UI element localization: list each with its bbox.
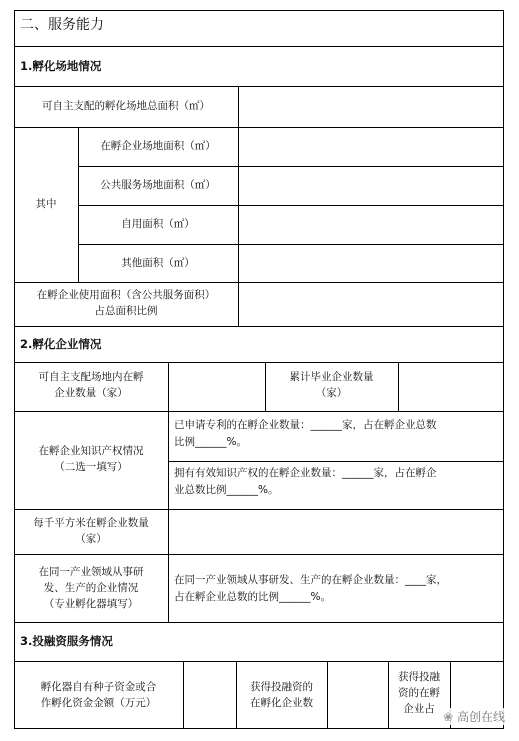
ip-label-line2: （二选一填写）: [54, 461, 128, 473]
part1-heading: 1.孵化场地情况: [20, 59, 102, 73]
col-line: [183, 661, 184, 728]
share-label-line1: 获得投融: [398, 671, 440, 683]
col-line: [238, 86, 239, 326]
watermark-text: 高创在线: [456, 710, 505, 724]
part3-heading: 3.投融资服务情况: [20, 634, 113, 648]
row-line: [14, 411, 504, 412]
wechat-icon: ❀: [443, 710, 454, 724]
total-area-label: 可自主支配的孵化场地总面积（㎡）: [42, 100, 210, 112]
row-line: [14, 127, 504, 128]
invested-label-line2: 在孵化企业数: [250, 697, 313, 709]
valid-ip-text-line2: 业总数比例______%。: [174, 484, 279, 496]
count-label-line2: 企业数量（家）: [54, 387, 128, 399]
row-line: [14, 46, 504, 47]
border-bottom: [14, 728, 504, 729]
density-label-line2: （家）: [75, 533, 107, 545]
incubated-area-label: 在孵企业场地面积（㎡）: [100, 140, 216, 152]
section-title: 二、服务能力: [20, 17, 104, 33]
share-label-line2: 资的在孵: [398, 687, 440, 699]
col-line: [168, 411, 169, 509]
same-field-label-line3: （专业孵化器填写）: [43, 598, 139, 610]
col-line: [168, 554, 169, 622]
ip-label-line1: 在孵企业知识产权情况: [38, 445, 144, 457]
density-label-line1: 每千平方米在孵企业数量: [33, 517, 149, 529]
graduated-label-line1: 累计毕业企业数量: [289, 371, 374, 383]
same-field-text-line2: 占在孵企业总数的比例______%。: [174, 591, 331, 603]
row-line: [14, 509, 504, 510]
row-line: [78, 166, 504, 167]
valid-ip-text-line1: 拥有有效知识产权的在孵企业数量：______家，占在孵企: [174, 467, 437, 479]
same-field-label-line2: 发、生产的企业情况: [43, 582, 139, 594]
row-line: [14, 326, 504, 327]
border-right: [503, 10, 504, 729]
patent-text-line2: 比例______%。: [174, 436, 247, 448]
seed-fund-label-line1: 孵化器自有种子资金或合: [40, 681, 157, 693]
ratio-label-line2: 占总面积比例: [94, 305, 158, 317]
among-label: 其中: [35, 198, 57, 210]
patent-text-line1: 已申请专利的在孵企业数量：______家，占在孵企业总数: [174, 419, 437, 431]
self-use-area-label: 自用面积（㎡）: [121, 218, 195, 230]
row-line: [14, 661, 504, 662]
invested-label-line1: 获得投融资的: [250, 681, 313, 693]
count-label-line1: 可自主支配场地内在孵: [38, 371, 144, 383]
other-area-label: 其他面积（㎡）: [121, 257, 195, 269]
col-line: [327, 661, 328, 728]
row-line: [14, 362, 504, 363]
row-line: [168, 461, 504, 462]
col-line: [168, 362, 169, 411]
part2-heading: 2.孵化企业情况: [20, 337, 102, 351]
ratio-label-line1: 在孵企业使用面积（含公共服务面积）: [36, 289, 216, 301]
same-field-text-line1: 在同一产业领域从事研发、生产的在孵企业数量：____家，: [174, 574, 447, 586]
watermark: [441, 708, 507, 725]
graduated-label-line2: （家）: [315, 387, 348, 399]
public-area-label: 公共服务场地面积（㎡）: [100, 179, 216, 191]
row-line: [78, 244, 504, 245]
row-line: [14, 86, 504, 87]
border-top: [14, 10, 504, 11]
row-line: [78, 205, 504, 206]
col-line: [168, 509, 169, 554]
col-line: [398, 362, 399, 411]
share-label-line3: 企业占: [403, 703, 435, 715]
row-line: [14, 282, 504, 283]
same-field-label-line1: 在同一产业领域从事研: [38, 566, 144, 578]
seed-fund-label-line2: 作孵化资金金额（万元）: [40, 697, 157, 709]
row-line: [14, 622, 504, 623]
row-line: [14, 554, 504, 555]
